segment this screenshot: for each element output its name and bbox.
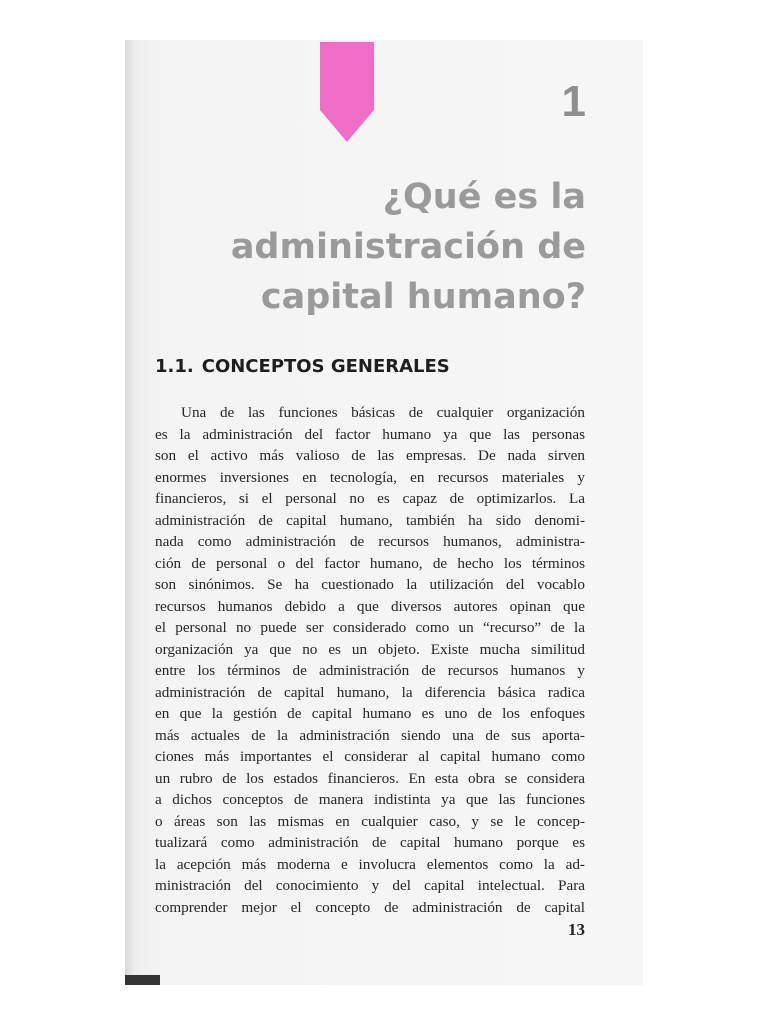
body-line: Una de las funciones básicas de cualquier organización	[181, 404, 585, 421]
section-title: CONCEPTOS GENERALES	[201, 356, 450, 377]
body-line: comprender mejor el concepto de administración de capital	[155, 898, 585, 916]
body-line: administración de capital humano, la diferencia básica radica	[155, 683, 585, 701]
body-line: entre los términos de administración de recursos humanos y	[155, 662, 585, 679]
body-line: administración de capital humano, también ha sido denomi-	[155, 511, 585, 529]
body-line: el personal no puede ser considerado como un “recurso” de la	[155, 619, 585, 636]
body-line: recursos humanos debido a que diversos autores opinan que	[155, 597, 585, 615]
body-line: ción de personal o del factor humano, de hecho los términos	[155, 554, 585, 572]
body-line: más actuales de la administración siendo una de sus aporta-	[155, 726, 585, 744]
body-line: nada como administración de recursos humanos, administra-	[155, 533, 585, 550]
body-line: un rubro de los estados financieros. En esta obra se considera	[155, 769, 585, 787]
chapter-number: 1	[561, 77, 586, 126]
body-line: tualizará como administración de capital humano porque es	[155, 834, 585, 851]
section-number: 1.1.	[155, 356, 194, 377]
body-line: a dichos conceptos de manera indistinta ya que las funciones	[155, 791, 585, 808]
body-line: financieros, si el personal no es capaz de optimizarlos. La	[155, 490, 585, 507]
page-number: 13	[568, 920, 585, 939]
body-line: es la administración del factor humano ya que las personas	[155, 425, 585, 443]
body-paragraph	[155, 402, 585, 918]
body-line: o áreas son las mismas en cualquier caso, y se le concep-	[155, 812, 585, 830]
body-line: son sinónimos. Se ha cuestionado la utilización del vocablo	[155, 576, 585, 593]
chapter-title-line: capital humano?	[260, 277, 586, 317]
bookmark-ribbon-icon	[320, 42, 374, 142]
body-line: ministración del conocimiento y del capital intelectual. Para	[155, 877, 585, 894]
chapter-title-line: ¿Qué es la	[382, 177, 586, 217]
body-line: organización ya que no es un objeto. Existe mucha similitud	[155, 640, 585, 658]
body-line: son el activo más valioso de las empresas. De nada sirven	[155, 447, 585, 464]
chapter-title	[231, 172, 586, 322]
page-edge-shadow	[125, 975, 160, 985]
body-line: en que la gestión de capital humano es uno de los enfoques	[155, 705, 585, 722]
body-line: la acepción más moderna e involucra elementos como la ad-	[155, 855, 585, 873]
chapter-title-line: administración de	[230, 227, 586, 267]
body-line: ciones más importantes el considerar al capital humano como	[155, 748, 585, 765]
section-heading	[155, 356, 450, 377]
body-line: enormes inversiones en tecnología, en recursos materiales y	[155, 468, 585, 486]
